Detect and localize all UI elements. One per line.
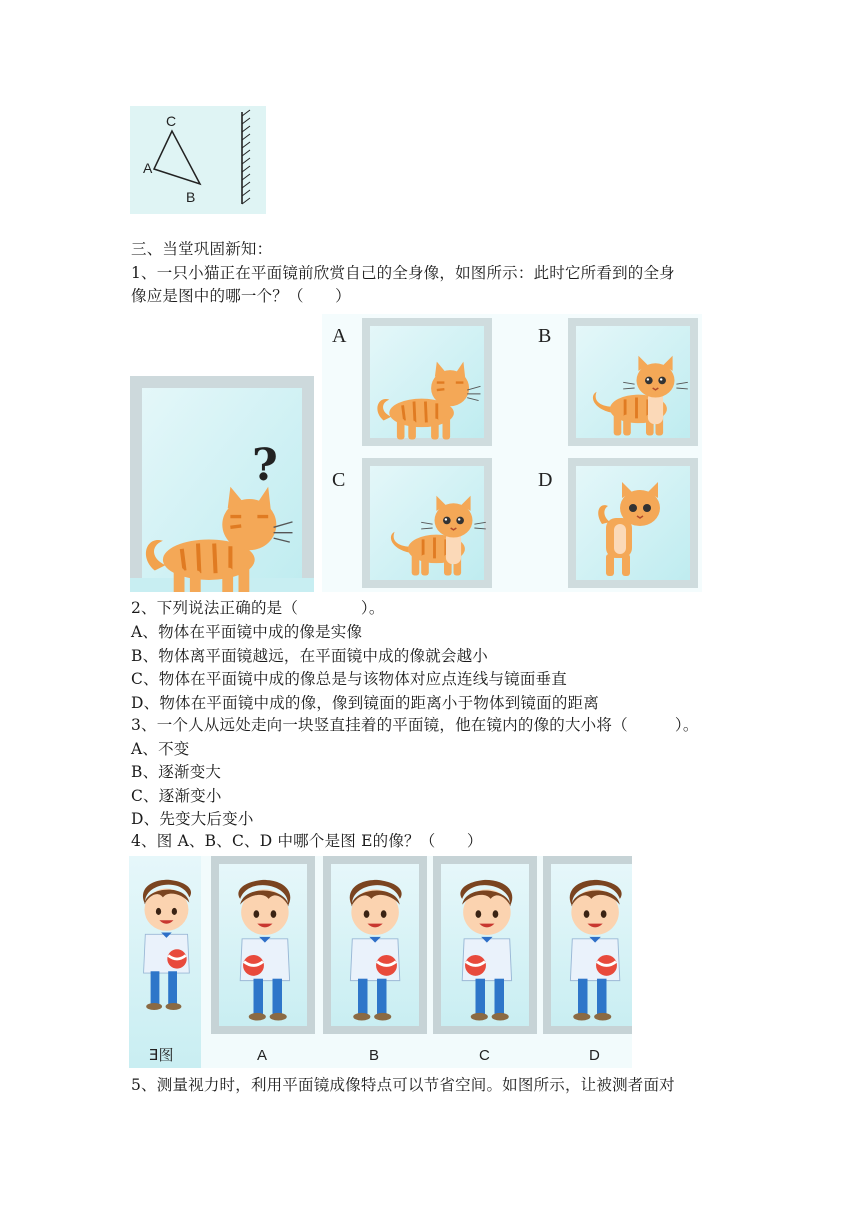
q3-option-a: A、不变	[131, 740, 190, 758]
boy-label-d: D	[589, 1047, 600, 1064]
triangle-mirror-svg	[130, 106, 266, 214]
triangle-mirror-figure	[130, 106, 266, 214]
q5-line1: 5、测量视力时，利用平面镜成像特点可以节省空间。如图所示，让被测者面对	[131, 1076, 675, 1094]
option-c-label: C	[332, 469, 346, 491]
label-b: B	[186, 189, 196, 205]
option-b-label: B	[538, 325, 552, 347]
label-a: A	[143, 160, 153, 176]
q1-line1: 1、一只小猫正在平面镜前欣赏自己的全身像，如图所示：此时它所看到的全身	[131, 264, 675, 282]
cat-mirror-figure	[130, 376, 314, 592]
q2-stem: 2、下列说法正确的是（ ）。	[131, 599, 385, 617]
boy-label-b: B	[369, 1047, 380, 1064]
q3-stem: 3、一个人从远处走向一块竖直挂着的平面镜，他在镜内的像的大小将（ ）。	[131, 716, 699, 734]
question-mark: ?	[252, 440, 278, 491]
q3-option-d: D、先变大后变小	[131, 810, 254, 828]
triangle-abc	[154, 131, 200, 184]
e-label: Ǝ图	[149, 1046, 174, 1064]
q2-option-d: D、物体在平面镜中成的像，像到镜面的距离小于物体到镜面的距离	[131, 694, 599, 712]
q2-option-c: C、物体在平面镜中成的像总是与该物体对应点连线与镜面垂直	[131, 670, 567, 688]
boy-label-a: A	[257, 1047, 268, 1064]
option-a-label: A	[332, 325, 347, 347]
label-c: C	[166, 113, 177, 129]
cat-options-figure	[322, 314, 702, 592]
q2-option-a: A、物体在平面镜中成的像是实像	[131, 623, 363, 641]
q4-stem: 4、图 A、B、C、D 中哪个是图 E的像？（ ）	[131, 832, 483, 850]
q3-option-b: B、逐渐变大	[131, 763, 222, 781]
boy-image-figure	[129, 856, 632, 1068]
boy-label-c: C	[479, 1047, 490, 1064]
q3-option-c: C、逐渐变小	[131, 787, 222, 805]
q2-option-b: B、物体离平面镜越远，在平面镜中成的像就会越小	[131, 647, 488, 665]
mirror-hatching	[242, 110, 250, 204]
option-d-label: D	[538, 469, 553, 491]
section-heading: 三、当堂巩固新知：	[131, 240, 273, 258]
q1-line2: 像应是图中的哪一个？（ ）	[131, 287, 351, 305]
